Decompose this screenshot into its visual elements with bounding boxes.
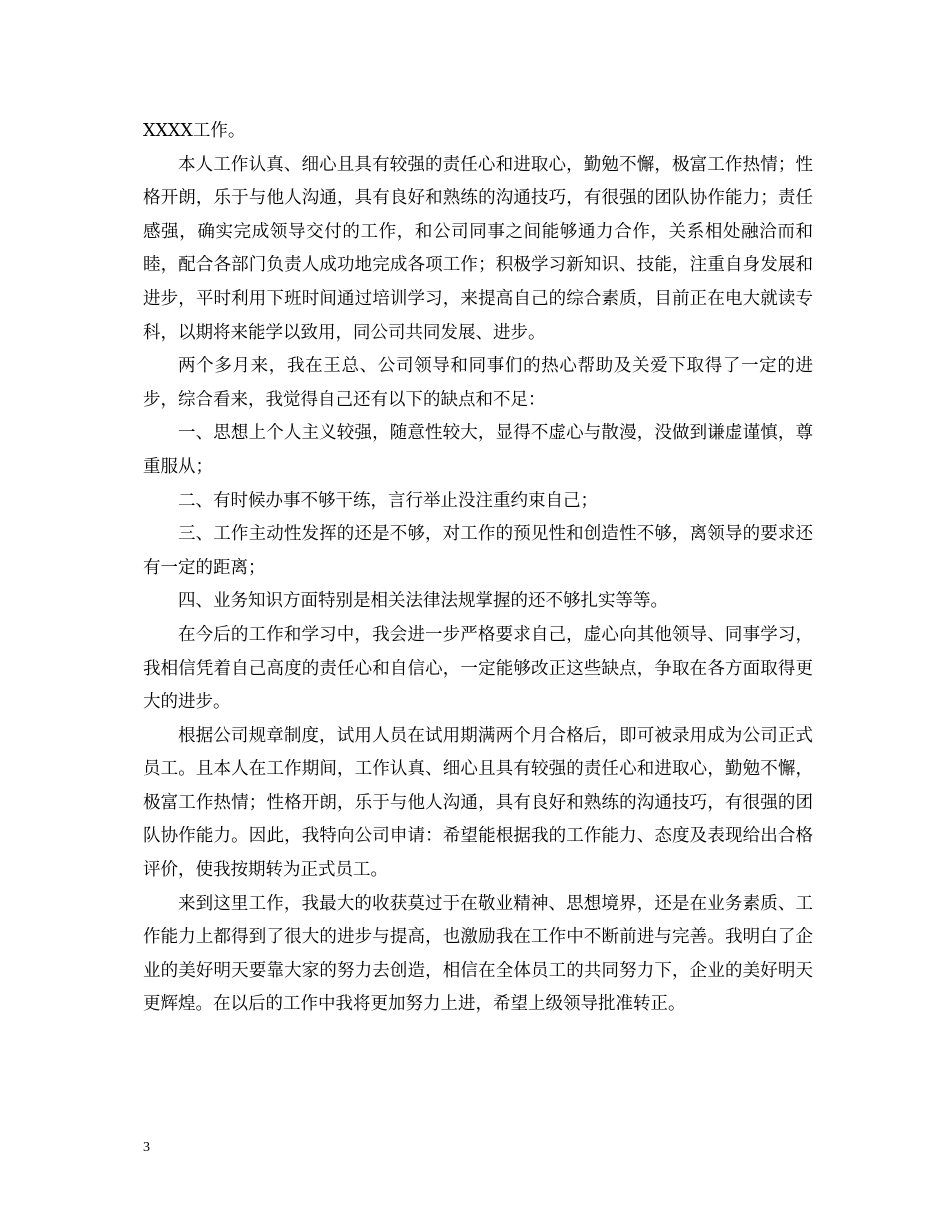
- paragraph-continuation: XXXX工作。: [143, 121, 246, 141]
- shortcoming-item-4: 四、业务知识方面特别是相关法律法规掌握的还不够扎实等等。: [178, 591, 668, 612]
- paragraph-self-assessment: 本人工作认真、细心且具有较强的责任心和进取心，勤勉不懈，极富工作热情；性格开朗，乐于与他人沟通，具有良好和熟练的沟通技巧，有很强的团队协作能力；责任感强，确实完成领导交付的工作，和公司同事之间能够通力合作，关系相处融洽而和睦，配合各部门负责人成功地完成各项工作；积极学习新知识、技能，注重自身发展和进步，平时利用下班时间通过培训学习，来提高自己的综合素质，目前正在电大就读专科，以期将来能学以致用，同公司共同发展、进步。: [143, 154, 813, 343]
- page-number: 3: [143, 1140, 150, 1155]
- shortcoming-item-1: 一、思想上个人主义较强，随意性较大，显得不虚心与散漫，没做到谦虚谨慎，尊重服从；: [143, 423, 813, 477]
- shortcoming-item-2: 二、有时候办事不够干练，言行举止没注重约束自己；: [178, 490, 598, 511]
- paragraph-application: 根据公司规章制度，试用人员在试用期满两个月合格后，即可被录用成为公司正式员工。且本人在工作期间，工作认真、细心且具有较强的责任心和进取心，勤勉不懈，极富工作热情；性格开朗，乐于与他人沟通，具有良好和熟练的沟通技巧，有很强的团队协作能力。因此，我特向公司申请：希望能根据我的工作能力、态度及表现给出合格评价，使我按期转为正式员工。: [143, 725, 813, 881]
- paragraph-conclusion: 来到这里工作，我最大的收获莫过于在敬业精神、思想境界，还是在业务素质、工作能力上都得到了很大的进步与提高，也激励我在工作中不断前进与完善。我明白了企业的美好明天要靠大家的努力去创造，相信在全体员工的共同努力下，企业的美好明天更辉煌。在以后的工作中我将更加努力上进，希望上级领导批准转正。: [143, 893, 813, 1015]
- shortcoming-item-3: 三、工作主动性发挥的还是不够，对工作的预见性和创造性不够，离领导的要求还有一定的距离；: [143, 524, 813, 578]
- document-body: [143, 115, 813, 1022]
- paragraph-progress-intro: 两个多月来，我在王总、公司领导和同事们的热心帮助及关爱下取得了一定的进步，综合看来，我觉得自己还有以下的缺点和不足：: [143, 356, 813, 410]
- paragraph-future-plan: 在今后的工作和学习中，我会进一步严格要求自己，虚心向其他领导、同事学习，我相信凭着自己高度的责任心和自信心，一定能够改正这些缺点，争取在各方面取得更大的进步。: [143, 624, 813, 713]
